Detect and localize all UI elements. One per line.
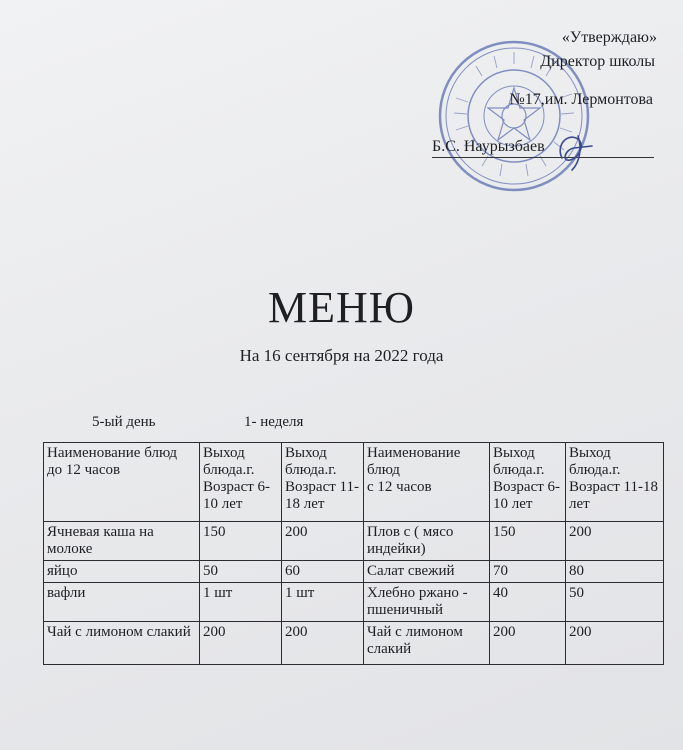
menu-day: 5-ый день [92,414,156,430]
table-cell: 200 [200,622,282,665]
table-cell: 40 [490,583,566,622]
table-cell: яйцо [44,561,200,583]
table-cell: Плов с ( мясо индейки) [364,522,490,561]
table-cell: Чай с лимоном слакий [44,622,200,665]
approval-position: Директор школы [540,53,655,70]
handwritten-signature [552,128,598,172]
header-dish-after-12: Наименование блюд с 12 часов [364,443,490,522]
header-portion-6-10-after: Выход блюда.г. Возраст 6-10 лет [490,443,566,522]
menu-week: 1- неделя [244,414,304,430]
table-cell: Хлебно ржано - пшеничный [364,583,490,622]
table-cell: 60 [282,561,364,583]
menu-date: На 16 сентября на 2022 года [239,346,444,365]
page-title: МЕНЮ [268,283,415,332]
table-cell: 50 [200,561,282,583]
table-header-row [44,443,664,522]
table-cell: 1 шт [282,583,364,622]
approval-block [510,28,657,110]
table-cell: 80 [566,561,664,583]
table-cell: 200 [282,622,364,665]
menu-table [43,442,664,665]
table-cell: Салат свежий [364,561,490,583]
table-cell: 150 [200,522,282,561]
table-cell: 200 [566,522,664,561]
table-row [44,622,664,665]
table-cell: 1 шт [200,583,282,622]
table-row [44,522,664,561]
table-cell: 150 [490,522,566,561]
approval-heading: «Утверждаю» [561,29,657,46]
table-row [44,561,664,583]
table-cell: 50 [566,583,664,622]
header-portion-11-18-after: Выход блюда.г. Возраст 11-18 лет [566,443,664,522]
table-cell: 200 [490,622,566,665]
approval-director-name: Б.С. Наурызбаев [432,138,654,158]
table-cell: вафли [44,583,200,622]
table-cell: 200 [282,522,364,561]
table-cell: Ячневая каша на молоке [44,522,200,561]
table-cell: 70 [490,561,566,583]
approval-school: №17,им. Лермонтова [509,91,653,108]
header-portion-11-18: Выход блюда.г. Возраст 11-18 лет [282,443,364,522]
table-cell: Чай с лимоном слакий [364,622,490,665]
header-dish-before-12: Наименование блюд до 12 часов [44,443,200,522]
header-portion-6-10: Выход блюда.г. Возраст 6-10 лет [200,443,282,522]
table-row [44,583,664,622]
table-cell: 200 [566,622,664,665]
